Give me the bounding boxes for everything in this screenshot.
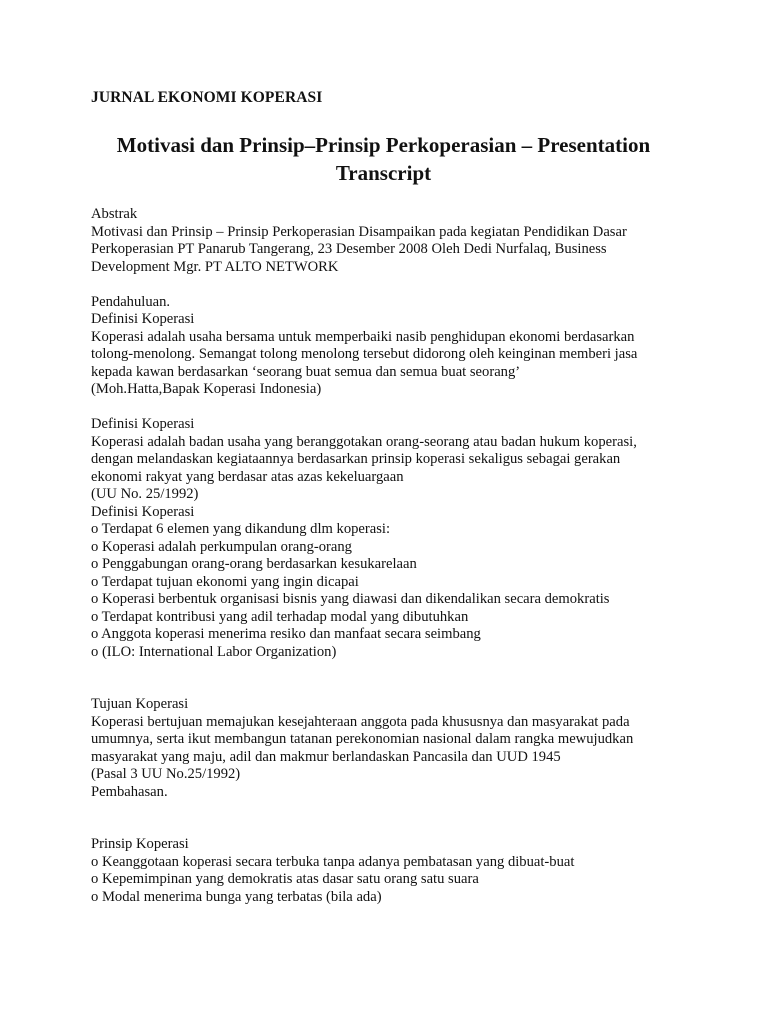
text-line: masyarakat yang maju, adil dan makmur berlandaskan Pancasila dan UUD 1945 <box>91 748 561 765</box>
text-line: tolong-menolong. Semangat tolong menolong tersebut didorong oleh keinginan memberi jasa <box>91 346 638 362</box>
subheading-definisi-koperasi: Definisi Koperasi <box>91 416 195 432</box>
pendahuluan-section <box>91 294 676 399</box>
subheading-tujuan-koperasi: Tujuan Koperasi <box>91 696 189 712</box>
prinsip-section <box>91 836 676 906</box>
text-line: Koperasi adalah usaha bersama untuk memperbaiki nasib penghidupan ekonomi berdasarkan <box>91 328 635 345</box>
list-item: o Koperasi adalah perkumpulan orang-orang <box>91 538 352 555</box>
list-item: o Modal menerima bunga yang terbatas (bila ada) <box>91 888 382 905</box>
text-line: dengan melandaskan kegiataannya berdasarkan prinsip koperasi sekaligus sebagai gerakan <box>91 451 621 467</box>
list-item: o (ILO: International Labor Organization) <box>91 643 337 660</box>
abstract-section <box>91 206 676 276</box>
list-item: o Koperasi berbentuk organisasi bisnis yang diawasi dan dikendalikan secara demokratis <box>91 591 610 607</box>
journal-title: JURNAL EKONOMI KOPERASI <box>91 89 323 106</box>
paragraph-gap <box>91 276 676 294</box>
document-title-line: Motivasi dan Prinsip–Prinsip Perkoperasian – Presentation <box>116 133 651 157</box>
tujuan-section <box>91 696 676 801</box>
list-item: o Terdapat 6 elemen yang dikandung dlm koperasi: <box>91 521 391 537</box>
citation-line: (Pasal 3 UU No.25/1992) <box>91 766 241 782</box>
section-heading-pembahasan: Pembahasan. <box>91 783 168 800</box>
list-item: o Penggabungan orang-orang berdasarkan kesukarelaan <box>91 556 417 572</box>
subheading-definisi-koperasi: Definisi Koperasi <box>91 503 195 520</box>
list-item: o Anggota koperasi menerima resiko dan manfaat secara seimbang <box>91 626 481 642</box>
list-item: o Terdapat kontribusi yang adil terhadap modal yang dibutuhkan <box>91 608 469 625</box>
definisi-section <box>91 416 676 661</box>
list-item: o Terdapat tujuan ekonomi yang ingin dicapai <box>91 573 359 590</box>
text-line: Motivasi dan Prinsip – Prinsip Perkoperasian Disampaikan pada kegiatan Pendidikan Dasar <box>91 223 627 240</box>
text-line: kepada kawan berdasarkan ‘seorang buat semua dan semua buat seorang’ <box>91 363 521 380</box>
text-line: Koperasi bertujuan memajukan kesejahteraan anggota pada khususnya dan masyarakat pada <box>91 713 630 730</box>
text-line: umumnya, serta ikut membangun tatanan perekonomian nasional dalam rangka mewujudkan <box>91 731 634 747</box>
subheading-prinsip-koperasi: Prinsip Koperasi <box>91 836 189 852</box>
document-title <box>91 131 676 187</box>
text-line: Perkoperasian PT Panarub Tangerang, 23 Desember 2008 Oleh Dedi Nurfalaq, Business <box>91 241 607 257</box>
list-item: o Keanggotaan koperasi secara terbuka tanpa adanya pembatasan yang dibuat-buat <box>91 853 575 870</box>
section-heading-pendahuluan: Pendahuluan. <box>91 293 171 310</box>
text-line: ekonomi rakyat yang berdasar atas azas kekeluargaan <box>91 468 404 485</box>
citation-line: (UU No. 25/1992) <box>91 486 199 502</box>
section-heading-abstrak: Abstrak <box>91 206 138 222</box>
text-line: Koperasi adalah badan usaha yang beranggotakan orang-seorang atau badan hukum koperasi, <box>91 433 637 450</box>
text-line: Development Mgr. PT ALTO NETWORK <box>91 258 339 275</box>
document-title-line: Transcript <box>335 161 432 185</box>
paragraph-gap <box>91 801 676 836</box>
paragraph-gap <box>91 661 676 696</box>
subheading-definisi-koperasi: Definisi Koperasi <box>91 311 195 327</box>
paragraph-gap <box>91 399 676 417</box>
citation-line: (Moh.Hatta,Bapak Koperasi Indonesia) <box>91 381 322 397</box>
list-item: o Kepemimpinan yang demokratis atas dasar satu orang satu suara <box>91 871 479 887</box>
